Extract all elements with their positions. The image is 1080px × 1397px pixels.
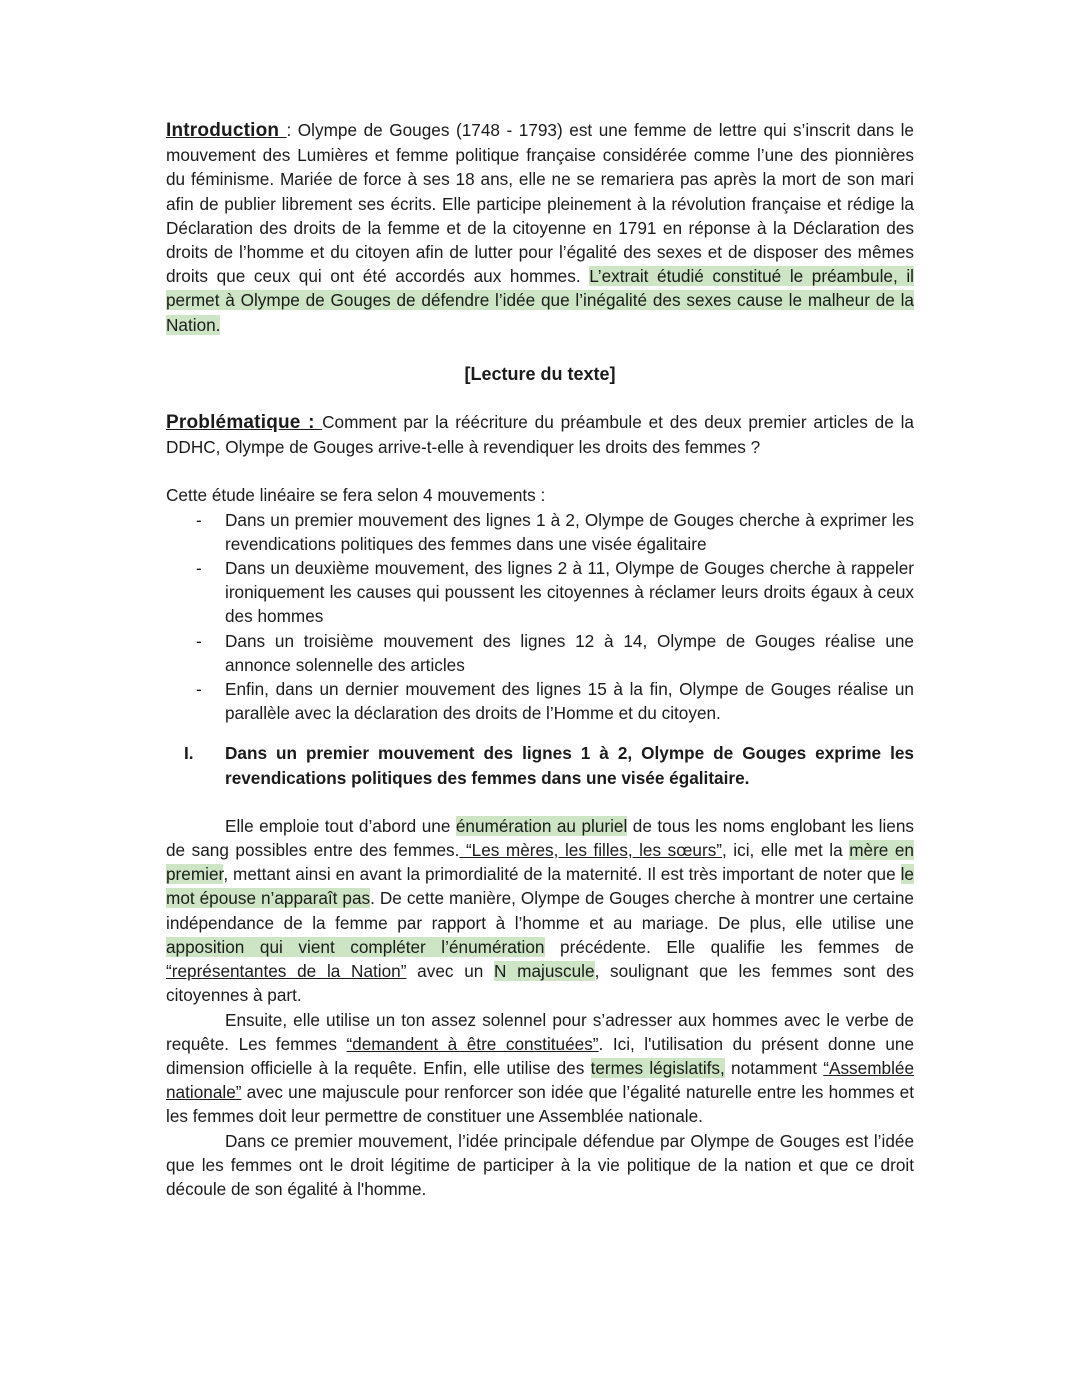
introduction-text: Olympe de Gouges (1748 - 1793) est une femme de lettre qui s’inscrit dans le mouvement des Lumières et femme politique française considérée comme l’une des pionnières du féminisme. Mariée de force à ses 18 ans, elle ne se remariera pas après la mort de son mari afin de publier librement ses écrits. Elle participe pleinement à la révolution française et rédige la Déclaration des droits de la femme et de la citoyenne en 1791 en réponse à la Déclaration des droits de l’homme et du citoyen afin de lutter pour l’égalité des sexes et de disposer des mêmes droits que ceux qui ont été accordés aux hommes. xyxy=(166,120,914,287)
analysis-paragraph-2 xyxy=(166,1008,914,1129)
analysis-paragraph-3: Dans ce premier mouvement, l’idée principale défendue par Olympe de Gouges est l’idée que les femmes ont le droit légitime de participer à la vie politique de la nation et que ce droit découle de son égalité à l'homme. xyxy=(166,1130,914,1199)
list-dash: - xyxy=(196,509,202,530)
text-run: Ensuite, elle utilise un ton assez solennel pour s’adresser aux hommes avec le verbe de requête. Les femmes xyxy=(166,1009,914,1054)
spacer xyxy=(166,386,914,410)
text-run: de tous les noms englobant les liens de sang possibles entre des femmes. xyxy=(166,815,914,861)
introduction-colon: : xyxy=(286,120,292,140)
introduction-highlight: L’extrait étudié constitué le préambule, il permet à Olympe de Gouges de défendre l’idée que l’inégalité des sexes cause le malheur de la Nation. xyxy=(166,266,914,335)
text-run: Elle emploie tout d’abord une xyxy=(225,815,456,836)
highlight-n-majuscule: N majuscule xyxy=(494,961,595,982)
section-title: Dans un premier mouvement des lignes 1 à 2, Olympe de Gouges exprime les revendications politiques des femmes dans une visée égalitaire. xyxy=(225,743,914,788)
list-item-text: Dans un deuxième mouvement, des lignes 2 à 11, Olympe de Gouges cherche à rappeler ironiquement les causes qui poussent les citoyennes à réclamer leurs droits égaux à ceux des hommes xyxy=(225,558,914,627)
text-run: , soulignant que les femmes sont des citoyennes à part. xyxy=(166,961,914,1006)
text-run: précédente. Elle qualifie les femmes de xyxy=(544,936,914,957)
highlight-apposition: apposition qui vient compléter l’énumération xyxy=(166,936,545,957)
quote-meres-filles-soeurs: “Les mères, les filles, les sœurs” xyxy=(459,840,723,861)
list-item xyxy=(166,677,914,725)
list-item-text: Dans un premier mouvement des lignes 1 à 2, Olympe de Gouges cherche à exprimer les revendications politiques des femmes dans une visée égalitaire xyxy=(225,509,914,554)
introduction-paragraph xyxy=(166,118,914,337)
text-run: , mettant ainsi en avant la primordialité de la maternité. Il est très important de noter que xyxy=(223,864,901,885)
quote-assemblee-nationale: “Assemblée nationale” xyxy=(166,1057,915,1103)
section-heading xyxy=(166,741,914,789)
text-run: avec un xyxy=(406,961,495,982)
highlight-mot-epouse: le mot épouse n’apparaît pas xyxy=(166,864,914,909)
problematique-paragraph xyxy=(166,410,914,459)
reading-heading: [Lecture du texte] xyxy=(464,363,616,384)
problematique-label: Problématique : xyxy=(166,412,323,434)
list-item xyxy=(166,629,914,677)
text-run: . Ici, l'utilisation du présent donne une dimension officielle à la requête. Enfin, elle utilise des xyxy=(166,1033,915,1078)
list-dash: - xyxy=(196,630,202,651)
highlight-mere-en-premier: mère en premier xyxy=(166,840,914,885)
introduction-label: Introduction xyxy=(166,120,287,141)
plan-list xyxy=(166,508,914,726)
highlight-enumeration: énumération au pluriel xyxy=(455,815,628,836)
problematique-text: Comment par la réécriture du préambule et des deux premier articles de la DDHC, Olympe de Gouges arrive-t-elle à revendiquer les droits des femmes ? xyxy=(166,412,914,458)
text-run: avec une majuscule pour renforcer son idée que l’égalité naturelle entre les hommes et les femmes doit leur permettre de constituer une Assemblée nationale. xyxy=(166,1082,914,1127)
analysis-paragraph-1 xyxy=(166,814,914,1008)
list-dash: - xyxy=(196,679,202,700)
text-run: notamment xyxy=(724,1057,824,1078)
highlight-termes-legislatifs: termes législatifs, xyxy=(590,1057,725,1078)
spacer xyxy=(166,459,914,483)
section-number: I. xyxy=(184,743,194,764)
spacer xyxy=(166,790,914,814)
list-item-text: Enfin, dans un dernier mouvement des lignes 15 à la fin, Olympe de Gouges réalise un parallèle avec la déclaration des droits de l’Homme et du citoyen. xyxy=(225,679,914,724)
quote-demandent: “demandent à être constituées” xyxy=(346,1033,599,1054)
quote-representantes-nation: “représentantes de la Nation” xyxy=(166,961,407,982)
list-item xyxy=(166,508,914,556)
list-dash: - xyxy=(196,558,202,579)
text-run: . De cette manière, Olympe de Gouges cherche à montrer une certaine indépendance de la femme par rapport à l’homme et au mariage. De plus, elle utilise une xyxy=(166,888,914,933)
plan-intro: Cette étude linéaire se fera selon 4 mouvements : xyxy=(166,485,546,506)
list-item xyxy=(166,556,914,629)
list-item-text: Dans un troisième mouvement des lignes 12 à 14, Olympe de Gouges réalise une annonce solennelle des articles xyxy=(225,630,914,675)
text-run: , ici, elle met la xyxy=(722,840,850,861)
